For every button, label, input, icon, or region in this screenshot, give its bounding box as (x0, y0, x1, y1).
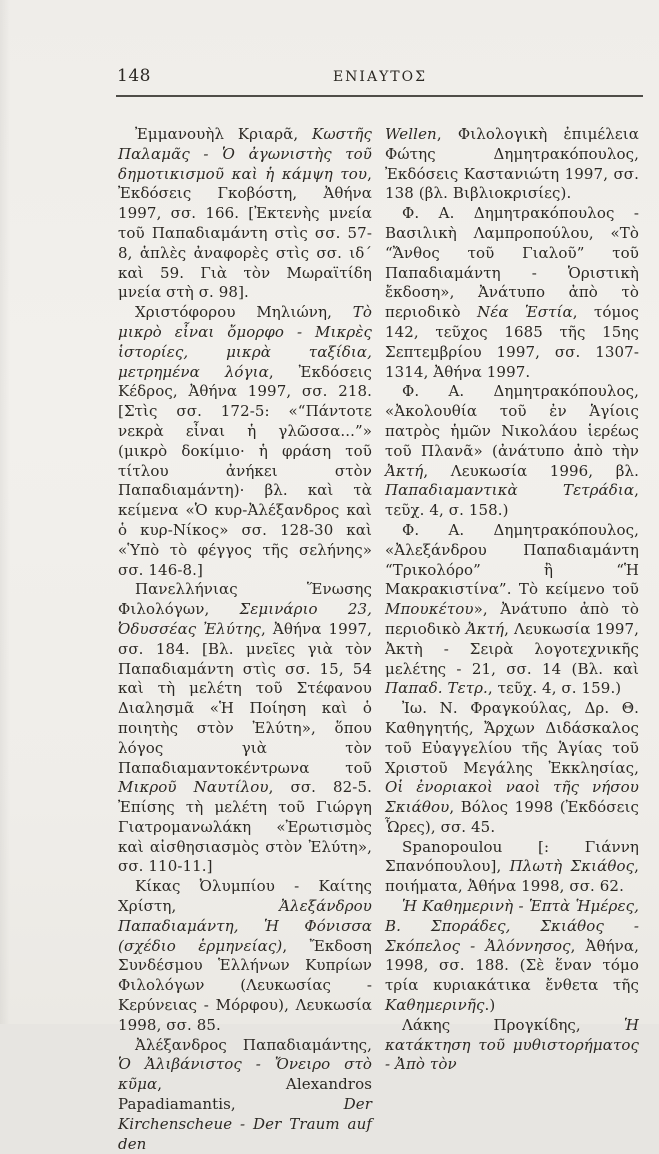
text-segment: , Ἀθήνα, 1998, σσ. 188. (Σὲ ἕναν τόμο τρία κυριακάτικα ἔνθετα τῆς (385, 936, 639, 995)
header-rule (116, 95, 643, 97)
text-segment: , τόμος 142, τεῦχος 1685 τῆς 15ης Σεπτεμβρίου 1997, σσ. 1307-1314, Ἀθήνα 1997. (385, 303, 640, 381)
title-segment: Κωστῆς Παλαμᾶς - Ὁ ἀγωνιστὴς τοῦ δημοτικισμοῦ καὶ ἡ κάμψη του (118, 125, 372, 183)
title-segment: Παπαδ. Τετρ. (385, 679, 488, 698)
bibliography-entry (118, 1036, 372, 1154)
text-segment: Λάκης Προγκίδης, (402, 1015, 625, 1034)
page-number: 148 (117, 66, 151, 86)
text-segment: », Ἀνάτυπο ἀπὸ τὸ περιοδικὸ (385, 600, 639, 638)
title-segment: Ἀκτή (465, 619, 505, 638)
text-segment: .) (484, 996, 496, 1015)
text-segment: , τεῦχ. 4, σ. 159.) (487, 679, 622, 698)
text-segment: , Alexandros Papadiamantis, (118, 1075, 372, 1114)
bibliography-entry (385, 204, 639, 382)
text-segment: , Λευκωσία 1996, βλ. (423, 461, 639, 480)
title-segment: Ἀλεξάνδρου Παπαδιαμάντη, Ἡ Φόνισσα (σχέδιο ἑρμηνείας) (118, 897, 372, 955)
bibliography-entry (385, 897, 639, 1016)
title-segment: Μικροῦ Ναυτίλου (118, 778, 269, 797)
text-segment: , Λευκωσία 1997, Ἀκτὴ - Σειρὰ λογοτεχνικῆς μελέτης - 21, σσ. 14 (Βλ. καὶ (385, 619, 639, 678)
text-segment: Φ. Α. Δημητρακόπουλος, «Ἀκολουθία τοῦ ἐν Ἁγίοις πατρὸς ἡμῶν Νικολάου ἱερέως τοῦ Πλανᾶ» (ἀνάτυπο ἀπὸ τὴν (385, 382, 639, 460)
right-column (385, 125, 639, 1154)
bibliography-entry (385, 699, 639, 838)
text-segment: , Ἐκδόσεις Γκοβόστη, Ἀθήνα 1997, σσ. 166. [Ἐκτενὴς μνεία τοῦ Παπαδιαμάντη στὶς σσ. 57-8, ἁπλὲς ἀναφορὲς στὶς σσ. ιδ´ καὶ 59. Γιὰ τὸν Μωραϊτίδη μνεία στὴ σ. 98]. (118, 164, 372, 302)
bibliography-entry (385, 382, 639, 521)
title-segment: Καθημερινῆς (385, 996, 485, 1015)
text-columns (118, 125, 642, 1154)
text-segment: Ἐμμανουὴλ Κριαρᾶ, (135, 125, 313, 143)
text-segment: , τεῦχ. 4, σ. 158.) (385, 481, 639, 520)
text-segment: Spanopoulou [: Γιάννη Σπανόπουλου], (385, 837, 639, 876)
text-segment: , Φιλολογικὴ ἐπιμέλεια Φώτης Δημητρακόπουλος, Ἐκδόσεις Καστανιώτη 1997, σσ. 138 (βλ. Βιβλιοκρισίες). (385, 125, 639, 203)
title-segment: Οἱ ἐνοριακοὶ ναοὶ τῆς νήσου Σκιάθου (385, 778, 639, 817)
bibliography-entry (118, 877, 372, 1035)
title-segment: Ἡ κατάκτηση τοῦ μυθιστορήματος - Ἀπὸ τὸν (385, 1015, 639, 1074)
text-segment: Ἰω. Ν. Φραγκούλας, Δρ. Θ. Καθηγητής, Ἄρχων Διδάσκαλος τοῦ Εὐαγγελίου τῆς Ἁγίας τοῦ Χριστοῦ Μεγάλης Ἐκκλησίας, (385, 699, 639, 777)
title-segment: Ἀκτή (385, 461, 424, 480)
title-segment: Ἡ Καθημερινὴ - Ἑπτὰ Ἡμέρες, Β. Σποράδες, Σκιάθος - Σκόπελος - Ἀλόννησος (385, 897, 639, 955)
title-segment: Πλωτὴ Σκιάθος (509, 857, 635, 876)
bibliography-entry (385, 125, 639, 204)
text-segment: , Βόλος 1998 (Ἐκδόσεις Ὧρες), σσ. 45. (385, 798, 639, 836)
title-segment: Ὁ Ἀλιβάνιστος - Ὄνειρο στὸ κῦμα (118, 1055, 372, 1094)
text-segment: , Ἔκδοση Συνδέσμου Ἑλλήνων Κυπρίων Φιλολόγων (Λευκωσίας - Κερύνειας - Μόρφου), Λευκωσία 1998, σσ. 85. (118, 936, 372, 1034)
title-segment: Σεμινάριο 23, Ὀδυσσέας Ἐλύτης (118, 600, 372, 638)
title-segment: Μπουκέτου (385, 600, 474, 619)
text-segment: Χριστόφορου Μηλιώνη, (135, 303, 353, 322)
text-segment: , ποιήματα, Ἀθήνα 1998, σσ. 62. (385, 857, 639, 896)
title-segment: Παπαδιαμαντικὰ Τετράδια (385, 481, 635, 500)
text-segment: , σσ. 82-5. Ἐπίσης τὴ μελέτη τοῦ Γιώργη Γιατρομανωλάκη «Ἐρωτισμὸς καὶ αἰσθησιασμὸς στὸν Ἐλύτη», σσ. 110-11.] (118, 778, 372, 876)
bibliography-entry (385, 838, 639, 897)
title-segment: Νέα Ἑστία (477, 303, 573, 322)
text-segment: , Ἀθήνα 1997, σσ. 184. [Βλ. μνεῖες γιὰ τὸν Παπαδιαμάντη στὶς σσ. 15, 54 καὶ τὴ μελέτη τοῦ Στέφανου Διαλησμᾶ «Ἡ Ποίηση καὶ ὁ ποιητὴς στὸν Ἐλύτη», ὅπου λόγος γιὰ τὸν Παπαδιαμαντοκέντρωνα τοῦ (118, 619, 372, 777)
text-segment: Πανελλήνιας Ἕνωσης Φιλολόγων, (118, 580, 372, 619)
bibliography-entry (118, 580, 372, 877)
title-segment: Der Kirchenscheue - Der Traum auf den (118, 1095, 372, 1153)
title-segment: Τὸ μικρὸ εἶναι ὄμορφο - Μικρὲς ἱστορίες, μικρὰ ταξίδια, μετρημένα λόγια (118, 303, 372, 381)
text-segment: Φ. Α. Δημητρακόπουλος - Βασιλικὴ Λαμπροπούλου, «Τὸ “Ἄνθος τοῦ Γιαλοῦ” τοῦ Παπαδιαμάντη - Ὁριστικὴ ἔκδοση», Ἀνάτυπο ἀπὸ τὸ περιοδικὸ (385, 204, 639, 322)
bibliography-entry (385, 521, 639, 699)
text-segment: Κίκας Ὀλυμπίου - Καίτης Χρίστη, (118, 877, 372, 916)
bibliography-entry (118, 125, 372, 303)
running-title: ΕΝΙΑΥΤΟΣ (332, 69, 428, 85)
page-header (117, 66, 643, 86)
text-segment: Φ. Α. Δημητρακόπουλος, «Ἀλεξάνδρου Παπαδιαμάντη “Τρικολόρο” ἢ “Ἡ Μακρακιστίνα”. Τὸ κείμενο τοῦ (385, 520, 639, 599)
text-segment: , Ἐκδόσεις Κέδρος, Ἀθήνα 1997, σσ. 218. [Στὶς σσ. 172-5: «“Πάντοτε νεκρὰ εἶναι ἡ γλῶσσα...”» (μικρὸ δοκίμιο· ἡ φράση τοῦ τίτλου ἀνήκει στὸν Παπαδιαμάντη)· βλ. καὶ τὰ κείμενα «Ὁ κυρ-Ἀλέξανδρος καὶ ὁ κυρ-Νίκος» σσ. 128-30 καὶ «Ὑπὸ τὸ φέγγος τῆς σελήνης» σσ. 146-8.] (118, 362, 373, 579)
text-segment: Ἀλέξανδρος Παπαδιαμάντης, (135, 1035, 372, 1054)
bibliography-entry (385, 1016, 639, 1075)
bibliography-entry (118, 303, 372, 580)
title-segment: Wellen (385, 125, 437, 143)
left-column (118, 125, 372, 1154)
